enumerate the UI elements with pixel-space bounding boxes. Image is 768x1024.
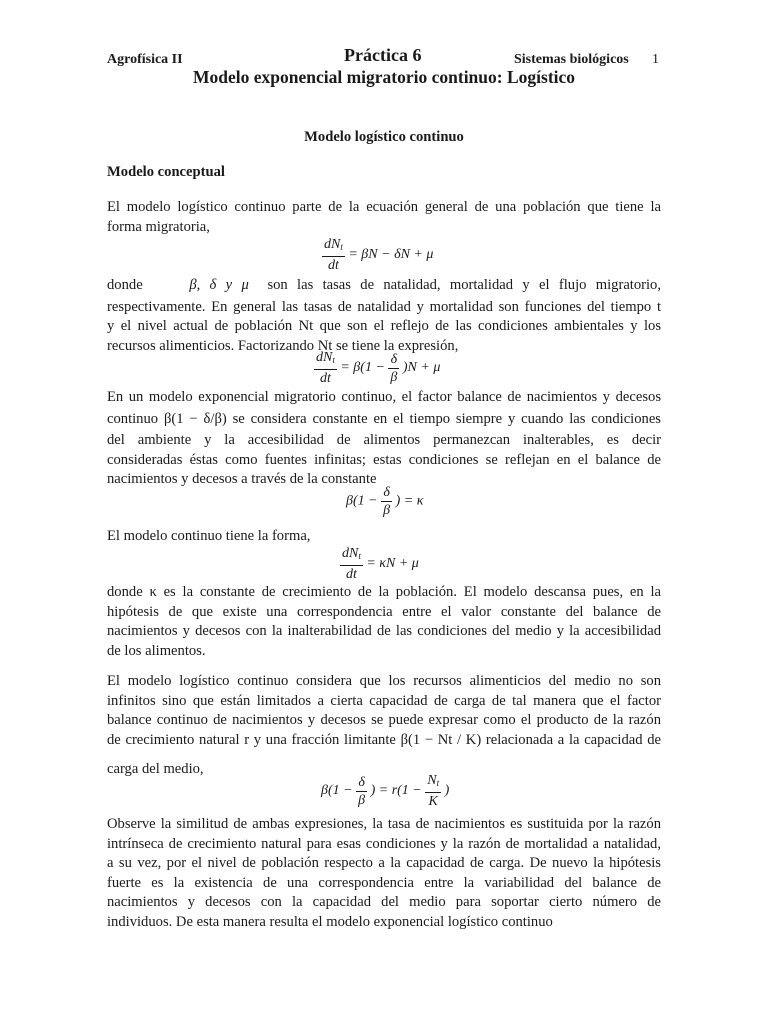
subsection-title: Modelo conceptual: [107, 164, 225, 180]
eq-fraction-numerator: δ: [356, 774, 367, 792]
eq-subscript: t: [340, 242, 343, 252]
math-symbols: β, δ y μ: [189, 277, 249, 293]
eq-fraction-denominator: K: [428, 794, 438, 809]
text-line: El modelo logístico continuo considera que los recursos alimenticios del medio no son: [107, 673, 661, 689]
equation-2: [314, 349, 440, 387]
text-line: [107, 276, 661, 296]
text-line: fuerte es la existencia de una correspondencia entre la variabilidad del balance de: [107, 874, 661, 891]
eq-fraction-numerator: N: [427, 773, 437, 788]
text-line: a su vez, por el nivel de población respecto a la capacidad de carga. De nuevo la hipótesis: [107, 855, 661, 872]
eq-rhs: = βN − δN + μ: [348, 247, 434, 263]
eq-fraction-denominator: β: [358, 792, 366, 808]
equation-3: [346, 484, 423, 519]
eq-fraction-numerator: δ: [381, 484, 392, 502]
text-line: nacimientos y decesos con la inalterabilidad de las condiciones del medio y la accesibilidad: [107, 623, 661, 640]
document-title: Modelo exponencial migratorio continuo: Logístico: [192, 67, 576, 87]
page-number: 1: [652, 52, 659, 67]
text-line: infinitos sino que están limitados a cierta capacidad de carga de tal manera que el factor: [107, 692, 661, 709]
header-course: Agrofísica II: [107, 52, 183, 67]
eq-rhs: ) = κ: [395, 493, 424, 509]
eq-numerator: dN: [324, 237, 341, 252]
text-line: individuos. De esta manera resulta el modelo exponencial logístico continuo: [107, 913, 553, 930]
text-segment: son las tasas de natalidad, mortalidad y el flujo migratorio,: [267, 277, 662, 293]
equation-1: [322, 236, 433, 274]
eq-lhs: β(1 −: [321, 783, 353, 799]
text-line: Observe la similitud de ambas expresiones, la tasa de nacimientos es sustituida por la razón: [107, 816, 661, 832]
eq-subscript: t: [332, 355, 335, 365]
equation-4: [340, 545, 419, 583]
text-line: El modelo logístico continuo parte de la ecuación general de una población que tiene la: [107, 199, 661, 215]
text-line: respectivamente. En general las tasas de natalidad y mortalidad son funciones del tiempo t: [107, 298, 661, 315]
eq-fraction-denominator: β: [390, 369, 398, 385]
text-line: del ambiente y la accesibilidad de alimentos permanezcan inalterables, es decir: [107, 432, 661, 449]
paragraph-7: [107, 815, 661, 933]
eq-subscript: t: [358, 551, 361, 561]
text-line: consideradas éstas como fuentes infinitas; estas condiciones se reflejan en el balance de: [107, 451, 661, 468]
eq-rhs: )N + μ: [402, 360, 441, 376]
paragraph-4: [107, 527, 661, 547]
paragraph-5: [107, 583, 661, 661]
paragraph-3: [107, 388, 661, 490]
eq-denominator: dt: [345, 567, 357, 582]
paragraph-2: [107, 276, 661, 356]
equation-5: [321, 772, 449, 810]
eq-fraction-numerator: δ: [388, 351, 399, 369]
text-line: balance continuo de nacimientos y decesos se puede expresar como el producto de la razón: [107, 712, 661, 729]
eq-middle: ) = r(1 −: [370, 783, 422, 799]
text-line: continuo β(1 − δ/β) se considera constante en el tiempo siempre y cuando las condiciones: [107, 410, 661, 427]
eq-fraction-denominator: β: [383, 503, 391, 518]
eq-middle: = β(1 −: [340, 360, 385, 376]
text-line: donde κ es la constante de crecimiento de la población. El modelo descansa pues, en la: [107, 584, 661, 600]
text-line: de los alimentos.: [107, 642, 206, 659]
header-topic: Sistemas biológicos: [514, 52, 629, 67]
text-line: nacimientos y decesos con la capacidad del medio para soportar cierto número de: [107, 894, 661, 911]
eq-numerator: dN: [342, 546, 359, 561]
text-line: carga del medio,: [107, 761, 204, 778]
eq-numerator: dN: [316, 350, 333, 365]
section-title: Modelo logístico continuo: [304, 129, 464, 145]
paragraph-1: [107, 198, 661, 237]
text-line: hipótesis de que existe una correspondencia entre el valor constante del balance de: [107, 603, 661, 620]
text-line: intrínseca de crecimiento natural para esas condiciones y la razón de mortalidad a natalidad,: [107, 835, 661, 852]
eq-rhs: = κN + μ: [366, 556, 419, 572]
text-line: forma migratoria,: [107, 218, 210, 235]
text-segment: donde: [107, 277, 143, 293]
header-practice: Práctica 6: [344, 45, 422, 65]
text-line: y el nivel actual de población Nt que son el reflejo de las condiciones ambientales y los: [107, 318, 661, 335]
eq-denominator: dt: [327, 258, 339, 273]
text-line: recursos alimenticios. Factorizando Nt se tiene la expresión,: [107, 337, 459, 354]
text-line: El modelo continuo tiene la forma,: [107, 528, 311, 544]
paragraph-6: [107, 672, 661, 780]
eq-denominator: dt: [319, 371, 331, 386]
text-line: de crecimiento natural r y una fracción limitante β(1 − Nt / K) relacionada a la capacidad de: [107, 731, 661, 748]
eq-subscript: t: [436, 778, 440, 788]
text-line: nacimientos y decesos a través de la constante: [107, 471, 377, 488]
text-line: En un modelo exponencial migratorio continuo, el factor balance de nacimientos y decesos: [107, 389, 661, 405]
eq-rhs: ): [444, 783, 450, 799]
eq-lhs: β(1 −: [346, 493, 378, 509]
